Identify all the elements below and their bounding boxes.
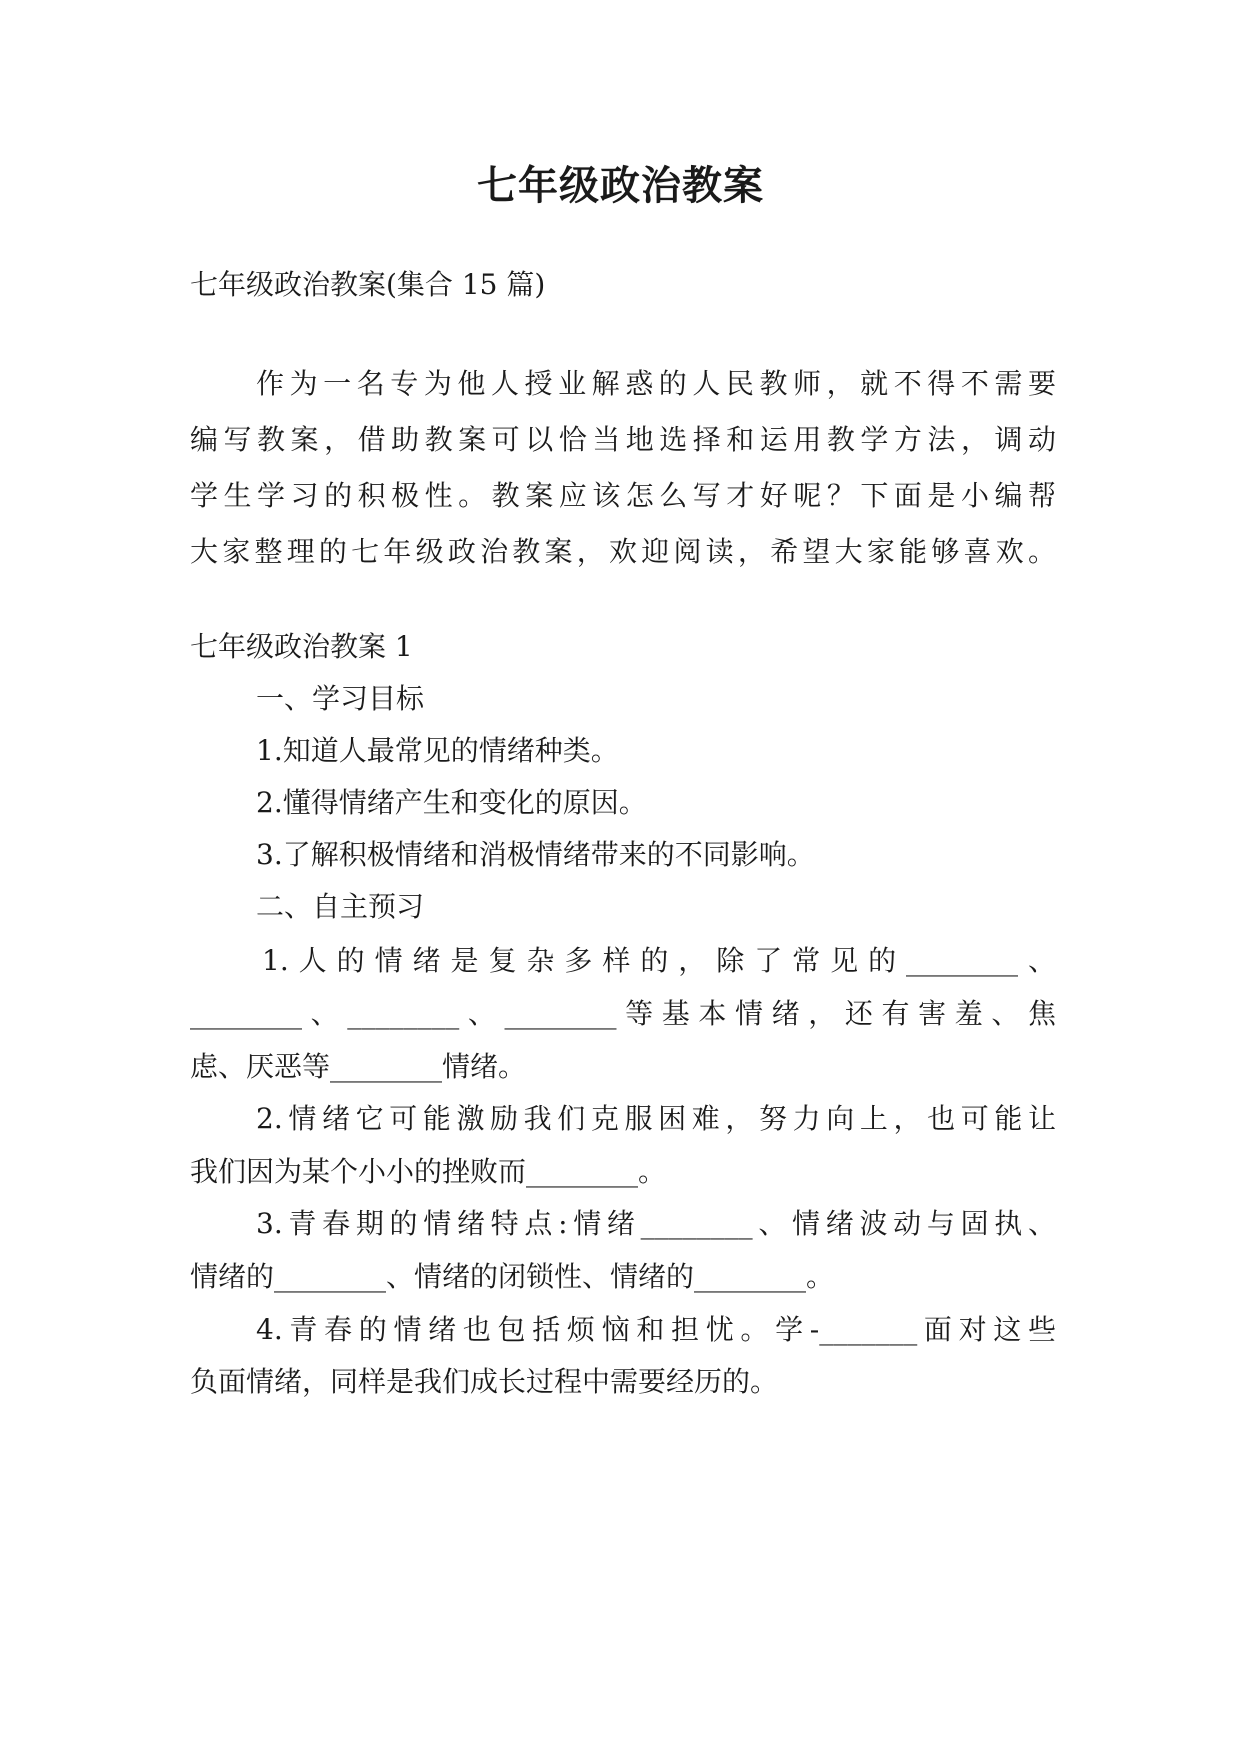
section-title: 七年级政治教案 1: [190, 630, 413, 663]
intro-line: 编写教案，借助教案可以恰当地选择和运用教学方法，调动: [190, 423, 1056, 456]
part2-heading: 二、自主预习: [256, 890, 425, 923]
exercise-line: 情绪的________、情绪的闭锁性、情绪的________。: [190, 1260, 835, 1293]
goal-item: 1.知道人最常见的情绪种类。: [256, 734, 619, 767]
document-title: 七年级政治教案: [477, 163, 764, 209]
exercise-line: ________、________、________等基本情绪，还有害羞、焦: [190, 997, 1056, 1030]
intro-line: 作为一名专为他人授业解惑的人民教师，就不得不需要: [256, 367, 1056, 400]
exercise-line: 我们因为某个小小的挫败而________。: [190, 1155, 667, 1188]
exercise-line: 虑、厌恶等________情绪。: [190, 1050, 527, 1083]
exercise-line: 1.人的情绪是复杂多样的，除了常见的________、: [262, 944, 1056, 977]
goal-item: 3.了解积极情绪和消极情绪带来的不同影响。: [256, 838, 815, 871]
exercise-line: 2.情绪它可能激励我们克服困难，努力向上，也可能让: [256, 1102, 1056, 1135]
exercise-line: 3.青春期的情绪特点:情绪________、情绪波动与固执、: [256, 1207, 1056, 1240]
exercise-line: 4.青春的情绪也包括烦恼和担忧。学-_______面对这些: [256, 1313, 1056, 1346]
intro-line: 学生学习的积极性。教案应该怎么写才好呢？下面是小编帮: [190, 479, 1056, 512]
part1-heading: 一、学习目标: [256, 682, 425, 715]
goal-item: 2.懂得情绪产生和变化的原因。: [256, 786, 647, 819]
intro-line: 大家整理的七年级政治教案，欢迎阅读，希望大家能够喜欢。: [190, 535, 1056, 568]
document-subtitle: 七年级政治教案(集合 15 篇): [190, 268, 546, 301]
exercise-line: 负面情绪，同样是我们成长过程中需要经历的。: [190, 1365, 779, 1398]
